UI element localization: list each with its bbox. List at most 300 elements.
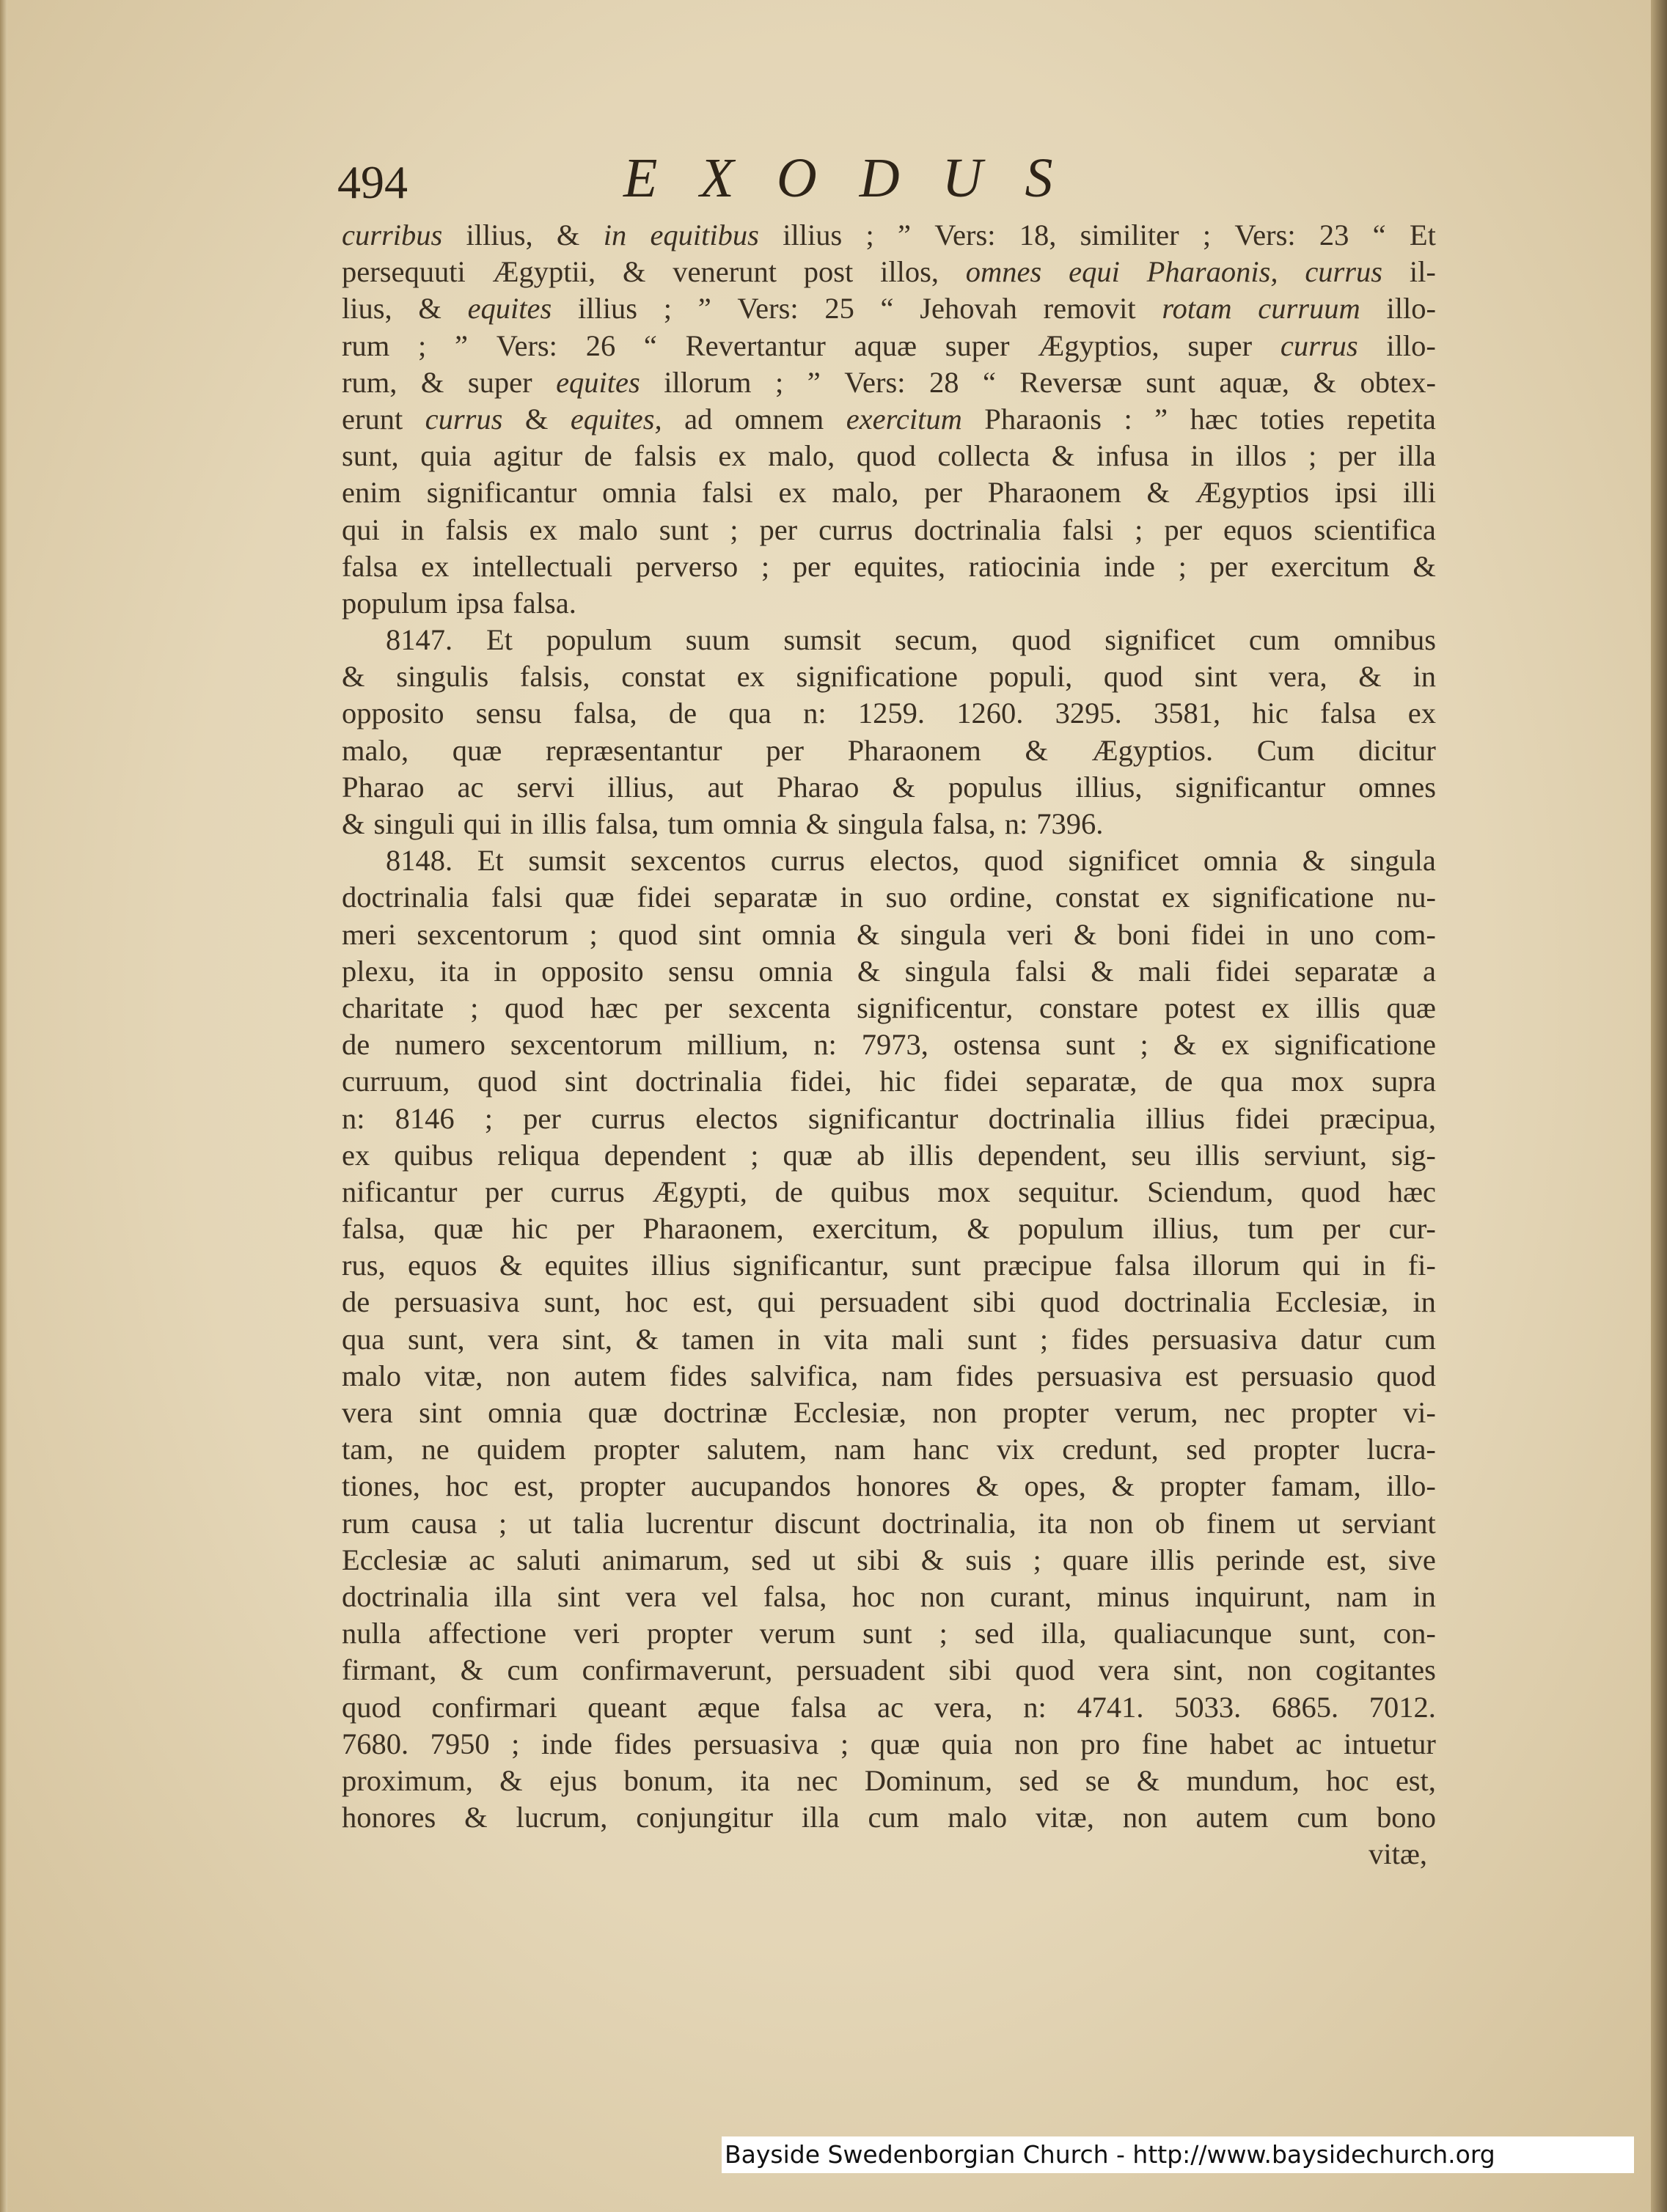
word: equites,: [570, 402, 662, 436]
word: propter: [579, 1469, 666, 1503]
word: Ecclesiæ,: [793, 1396, 906, 1429]
word: n:: [803, 697, 827, 730]
word: rus,: [342, 1249, 386, 1282]
word: sexcentorum: [417, 917, 569, 951]
word: ipsa: [456, 586, 505, 620]
word: significantur,: [733, 1249, 890, 1282]
word: illa: [494, 1579, 532, 1613]
word: Reversæ: [1019, 365, 1122, 399]
word: in: [603, 218, 627, 251]
word: omnia: [488, 1396, 563, 1429]
word: sequitur.: [1018, 1175, 1120, 1208]
word: fidei: [1235, 1101, 1290, 1135]
word: nec: [1223, 1396, 1266, 1429]
word: quod: [1300, 1175, 1360, 1208]
word: quæ: [870, 1727, 920, 1760]
word: sibi: [972, 1285, 1016, 1319]
word: sig-: [1391, 1138, 1436, 1172]
word: aucupandos: [690, 1469, 832, 1503]
word: repræsentantur: [545, 733, 722, 767]
word: rum: [342, 1506, 390, 1540]
text-line: [342, 1321, 1436, 1358]
text-line: [342, 364, 1436, 401]
word: 1259.: [857, 697, 925, 730]
word: reliqua: [497, 1138, 580, 1172]
word: collecta: [937, 439, 1030, 473]
word: hic: [879, 1065, 916, 1098]
word: :: [1124, 402, 1132, 436]
word: quæ: [587, 1396, 638, 1429]
word: ac: [877, 1690, 904, 1724]
word: Cum: [1256, 733, 1315, 767]
word: &: [920, 1543, 945, 1576]
word: sint: [557, 1579, 601, 1613]
word: equites: [556, 365, 640, 399]
word: non: [932, 1396, 978, 1429]
word: vera: [625, 1579, 677, 1613]
word: ”: [807, 365, 821, 399]
word: &: [892, 770, 915, 804]
word: ex: [529, 512, 557, 546]
word: nulla: [342, 1617, 401, 1650]
word: qui: [757, 1285, 796, 1319]
text-line: [342, 990, 1436, 1026]
word: sed: [974, 1617, 1014, 1650]
text-line: [342, 879, 1436, 916]
word: per: [1209, 549, 1248, 583]
text-line: [342, 1836, 1436, 1873]
word: n:: [342, 1101, 365, 1135]
text-line: [342, 842, 1436, 879]
word: illa: [1398, 439, 1436, 473]
word: ita: [740, 1763, 770, 1797]
word: sint: [564, 1065, 608, 1098]
word: falsa: [342, 549, 398, 583]
word: falsi: [702, 476, 753, 510]
word: infusa: [1096, 439, 1169, 473]
word: &: [460, 1653, 484, 1687]
text-line: [342, 585, 1436, 622]
word: &: [1146, 476, 1170, 510]
word: ac: [457, 770, 484, 804]
word: doctrinalia: [342, 1579, 469, 1613]
word: &: [464, 1801, 488, 1834]
word: dicitur: [1358, 733, 1436, 767]
word: separatæ: [714, 881, 818, 914]
text-line: [342, 401, 1436, 438]
word: ;: [1039, 1322, 1049, 1356]
word: Vers:: [844, 365, 906, 399]
word: in: [400, 512, 425, 546]
word: sunt,: [1299, 1617, 1356, 1650]
word: aut: [707, 770, 744, 804]
word: singula: [900, 917, 986, 951]
word: quæ: [433, 1212, 483, 1246]
word: curruum,: [342, 1065, 450, 1098]
word: omnia: [722, 807, 797, 840]
word: omnes: [965, 255, 1042, 289]
word: bono: [1376, 1801, 1436, 1834]
word: ipsi: [1334, 476, 1378, 510]
word: ex: [421, 549, 450, 583]
word: singula: [904, 954, 991, 988]
word: ;: [1033, 1543, 1041, 1576]
word: obtex-: [1360, 365, 1436, 399]
word: Ægyptios,: [1038, 328, 1159, 362]
word: per: [1164, 512, 1203, 546]
word: separatæ: [1294, 954, 1399, 988]
word: non: [1122, 1801, 1168, 1834]
word: famam,: [1271, 1469, 1361, 1503]
word: sumsit: [783, 623, 862, 657]
word: significatione: [1212, 881, 1374, 914]
word: illius,: [607, 770, 675, 804]
word: lius,: [342, 292, 392, 326]
word: fides: [669, 1359, 728, 1392]
word: de: [668, 697, 697, 730]
word: sunt,: [408, 1322, 465, 1356]
word: omnem: [734, 402, 824, 436]
word: falsa,: [932, 807, 996, 840]
word: qua: [728, 697, 772, 730]
word: Revertantur: [685, 328, 826, 362]
word: in: [1190, 439, 1214, 473]
word: ;: [1178, 549, 1187, 583]
word: quidem: [477, 1433, 566, 1466]
word: “: [982, 365, 996, 399]
word: illa: [801, 1801, 840, 1834]
word: charitate: [342, 991, 444, 1024]
word: illis: [542, 807, 587, 840]
text-line: [342, 438, 1436, 474]
word: &: [1025, 733, 1049, 767]
word: quæ: [1386, 991, 1436, 1024]
word: con-: [1382, 1617, 1436, 1650]
word: fidei: [1215, 954, 1270, 988]
word: ostensa: [953, 1028, 1041, 1062]
word: quæ: [783, 1138, 832, 1172]
word: veri: [1006, 917, 1053, 951]
word: cum: [1385, 1322, 1436, 1356]
word: opposito: [342, 697, 444, 730]
word: doctrinæ: [663, 1396, 768, 1429]
word: 18,: [1019, 218, 1057, 251]
word: post: [803, 255, 854, 289]
word: de: [584, 439, 612, 473]
word: 3295.: [1055, 697, 1122, 730]
word: illius: [651, 1249, 711, 1282]
word: &: [524, 402, 549, 436]
word: meri: [342, 917, 397, 951]
word: com-: [1374, 917, 1436, 951]
word: venerunt: [673, 255, 777, 289]
word: per: [792, 549, 831, 583]
word: in: [1413, 660, 1436, 694]
text-line: [342, 658, 1436, 695]
word: intuetur: [1343, 1727, 1436, 1760]
word: millium,: [686, 1028, 789, 1062]
word: omnia: [761, 917, 836, 951]
text-line: [342, 1726, 1436, 1763]
word: in: [494, 954, 517, 988]
word: exercitum: [1270, 549, 1390, 583]
text-line: [342, 1210, 1436, 1247]
text-line: [342, 474, 1436, 511]
word: Vers:: [737, 292, 799, 326]
word: ex: [718, 439, 747, 473]
word: opposito: [541, 954, 644, 988]
word: 5033.: [1174, 1690, 1242, 1724]
word: super: [1187, 328, 1253, 362]
text-line: [342, 1358, 1436, 1395]
word: per: [1338, 439, 1377, 473]
word: ;: [1308, 439, 1317, 473]
word: autem: [574, 1359, 647, 1392]
word: non: [1247, 1653, 1292, 1687]
text-line: [342, 1284, 1436, 1320]
word: tum: [667, 807, 714, 840]
word: sint,: [1173, 1653, 1224, 1687]
word: in: [777, 1322, 801, 1356]
text-line: [342, 1431, 1436, 1468]
word: confirmaverunt,: [582, 1653, 773, 1687]
word: pro: [1080, 1727, 1121, 1760]
word: persuasiva: [693, 1727, 819, 1760]
word: cum: [1248, 623, 1300, 657]
word: sint: [419, 1396, 462, 1429]
word: falsa,: [574, 697, 637, 730]
word: doctrinalia: [1124, 1285, 1251, 1319]
word: doctrinalia: [342, 881, 469, 914]
text-line: [342, 1174, 1436, 1210]
word: opes,: [1024, 1469, 1086, 1503]
text-line: [342, 1063, 1436, 1100]
word: Vers:: [934, 218, 996, 251]
word: fidei: [943, 1065, 998, 1098]
word: secum,: [894, 623, 978, 657]
word: quod: [477, 1065, 538, 1098]
word: malo,: [342, 733, 409, 767]
word: enim: [342, 476, 401, 510]
word: dependent: [604, 1138, 727, 1172]
word: significatione: [796, 660, 958, 694]
word: in: [1413, 1579, 1436, 1613]
word: il-: [1409, 255, 1436, 289]
word: quod: [983, 844, 1044, 878]
word: &: [556, 218, 580, 251]
text-line: [342, 1468, 1436, 1504]
word: seu: [1131, 1138, 1171, 1172]
word: Pharao: [776, 770, 860, 804]
word: vel: [701, 1579, 739, 1613]
word: non: [1088, 1506, 1134, 1540]
word: lucrum,: [516, 1801, 608, 1834]
word: &: [1313, 365, 1337, 399]
word: boni: [1117, 917, 1170, 951]
word: rum,: [342, 365, 397, 399]
word: per: [924, 476, 962, 510]
word: verum,: [1114, 1396, 1198, 1429]
word: rum: [342, 328, 390, 362]
word: sexcentos: [630, 844, 747, 878]
word: &: [342, 807, 365, 840]
word: falsa,: [763, 1579, 827, 1613]
word: vera: [1098, 1653, 1150, 1687]
word: 26: [585, 328, 616, 362]
word: illos: [1235, 439, 1287, 473]
word: per: [664, 991, 703, 1024]
word: ex: [736, 660, 765, 694]
word: de: [342, 1028, 370, 1062]
word: “: [880, 292, 894, 326]
word: illo-: [1386, 292, 1436, 326]
text-line: [342, 1652, 1436, 1689]
word: persuadent: [796, 1653, 926, 1687]
word: persequuti: [342, 255, 466, 289]
word: similiter: [1080, 218, 1179, 251]
word: Ægyptios.: [1091, 733, 1214, 767]
word: minus: [1096, 1579, 1170, 1613]
word: toties: [1260, 402, 1325, 436]
word: Pharaonis: [984, 402, 1102, 436]
word: &: [975, 1469, 999, 1503]
word: malo,: [768, 439, 835, 473]
word: suum: [685, 623, 750, 657]
word: Pharaonem: [987, 476, 1121, 510]
word: sunt: [1066, 1028, 1115, 1062]
word: singulis: [396, 660, 489, 694]
word: illo-: [1386, 1469, 1436, 1503]
word: quia: [941, 1727, 993, 1760]
word: constare: [1038, 991, 1138, 1024]
word: significentur,: [857, 991, 1014, 1024]
word: Ægypti,: [652, 1175, 747, 1208]
word: potest: [1164, 991, 1236, 1024]
word: sumsit: [528, 844, 607, 878]
word: serviant: [1341, 1506, 1436, 1540]
word: lucra-: [1366, 1433, 1436, 1466]
word: currus: [550, 1175, 625, 1208]
word: curribus: [342, 218, 443, 251]
word: quod: [856, 439, 916, 473]
word: intellectuali: [472, 549, 613, 583]
word: ex: [1221, 1028, 1250, 1062]
word: falsis: [445, 512, 508, 546]
word: quia: [420, 439, 472, 473]
word: &: [635, 1322, 659, 1356]
word: sexcentorum: [510, 1028, 662, 1062]
word: ;: [939, 1617, 948, 1650]
word: separatæ,: [1025, 1065, 1137, 1098]
word: quæ: [452, 733, 502, 767]
word: ex: [1162, 881, 1190, 914]
word: hanc: [912, 1433, 970, 1466]
word: ;: [1135, 512, 1143, 546]
word: rotam: [1162, 292, 1232, 326]
text-line: [342, 328, 1436, 364]
page-number: 494: [337, 156, 408, 208]
word: ;: [775, 365, 784, 399]
text-line: [342, 1542, 1436, 1579]
word: quare: [1062, 1543, 1129, 1576]
word: nificantur: [342, 1175, 458, 1208]
word: persuasiva: [1036, 1359, 1162, 1392]
word: ab: [857, 1138, 885, 1172]
word: quod: [505, 991, 565, 1024]
word: mundum,: [1186, 1763, 1300, 1797]
word: populus: [948, 770, 1043, 804]
word: plexu,: [342, 954, 416, 988]
word: causa: [411, 1506, 477, 1540]
word: ex: [778, 476, 807, 510]
word: datur: [1300, 1322, 1362, 1356]
word: 23: [1319, 218, 1349, 251]
word: sint: [1194, 660, 1238, 694]
word: &: [1073, 917, 1097, 951]
word: &: [1091, 954, 1114, 988]
word: &: [1111, 1469, 1135, 1503]
word: per: [523, 1101, 561, 1135]
word: &: [499, 1763, 523, 1797]
word: Et: [486, 623, 513, 657]
word: &: [420, 365, 444, 399]
word: Ægyptii,: [492, 255, 596, 289]
word: illo-: [1386, 328, 1436, 362]
word: qua: [1220, 1065, 1264, 1098]
word: cogitantes: [1315, 1653, 1436, 1687]
word: illis: [1195, 1138, 1240, 1172]
word: honores: [856, 1469, 950, 1503]
word: de: [342, 1285, 370, 1319]
text-line: [342, 732, 1436, 769]
word: per: [766, 733, 804, 767]
word: tam,: [342, 1433, 394, 1466]
word: omnia: [758, 954, 833, 988]
word: lucrentur: [645, 1506, 753, 1540]
word: vita: [824, 1322, 868, 1356]
word: populi,: [989, 660, 1073, 694]
text-line: [342, 953, 1436, 990]
word: malo: [578, 512, 638, 546]
word: saluti: [516, 1543, 581, 1576]
word: vitæ,: [1036, 1801, 1094, 1834]
word: Sciendum,: [1147, 1175, 1274, 1208]
word: illis: [909, 1138, 954, 1172]
word: quod: [1103, 660, 1163, 694]
word: equites,: [854, 549, 945, 583]
word: currus: [1305, 255, 1383, 289]
word: propter: [1253, 1433, 1339, 1466]
word: falsis,: [519, 660, 590, 694]
text-line: [342, 1247, 1436, 1284]
word: 8148.: [386, 844, 453, 878]
word: cum: [868, 1801, 920, 1834]
word: n:: [1023, 1690, 1047, 1724]
word: malo: [342, 1359, 401, 1392]
word: fidei: [1190, 917, 1245, 951]
word: affectione: [428, 1617, 547, 1650]
word: equitibus: [650, 218, 759, 251]
text-line: [342, 254, 1436, 290]
word: “: [1372, 218, 1386, 251]
word: ut: [1297, 1506, 1321, 1540]
word: vitæ,: [1369, 1837, 1427, 1871]
word: equos: [407, 1249, 477, 1282]
word: firmant,: [342, 1653, 437, 1687]
word: repetita: [1347, 402, 1436, 436]
word: constat: [1055, 881, 1140, 914]
word: &: [1173, 1028, 1197, 1062]
